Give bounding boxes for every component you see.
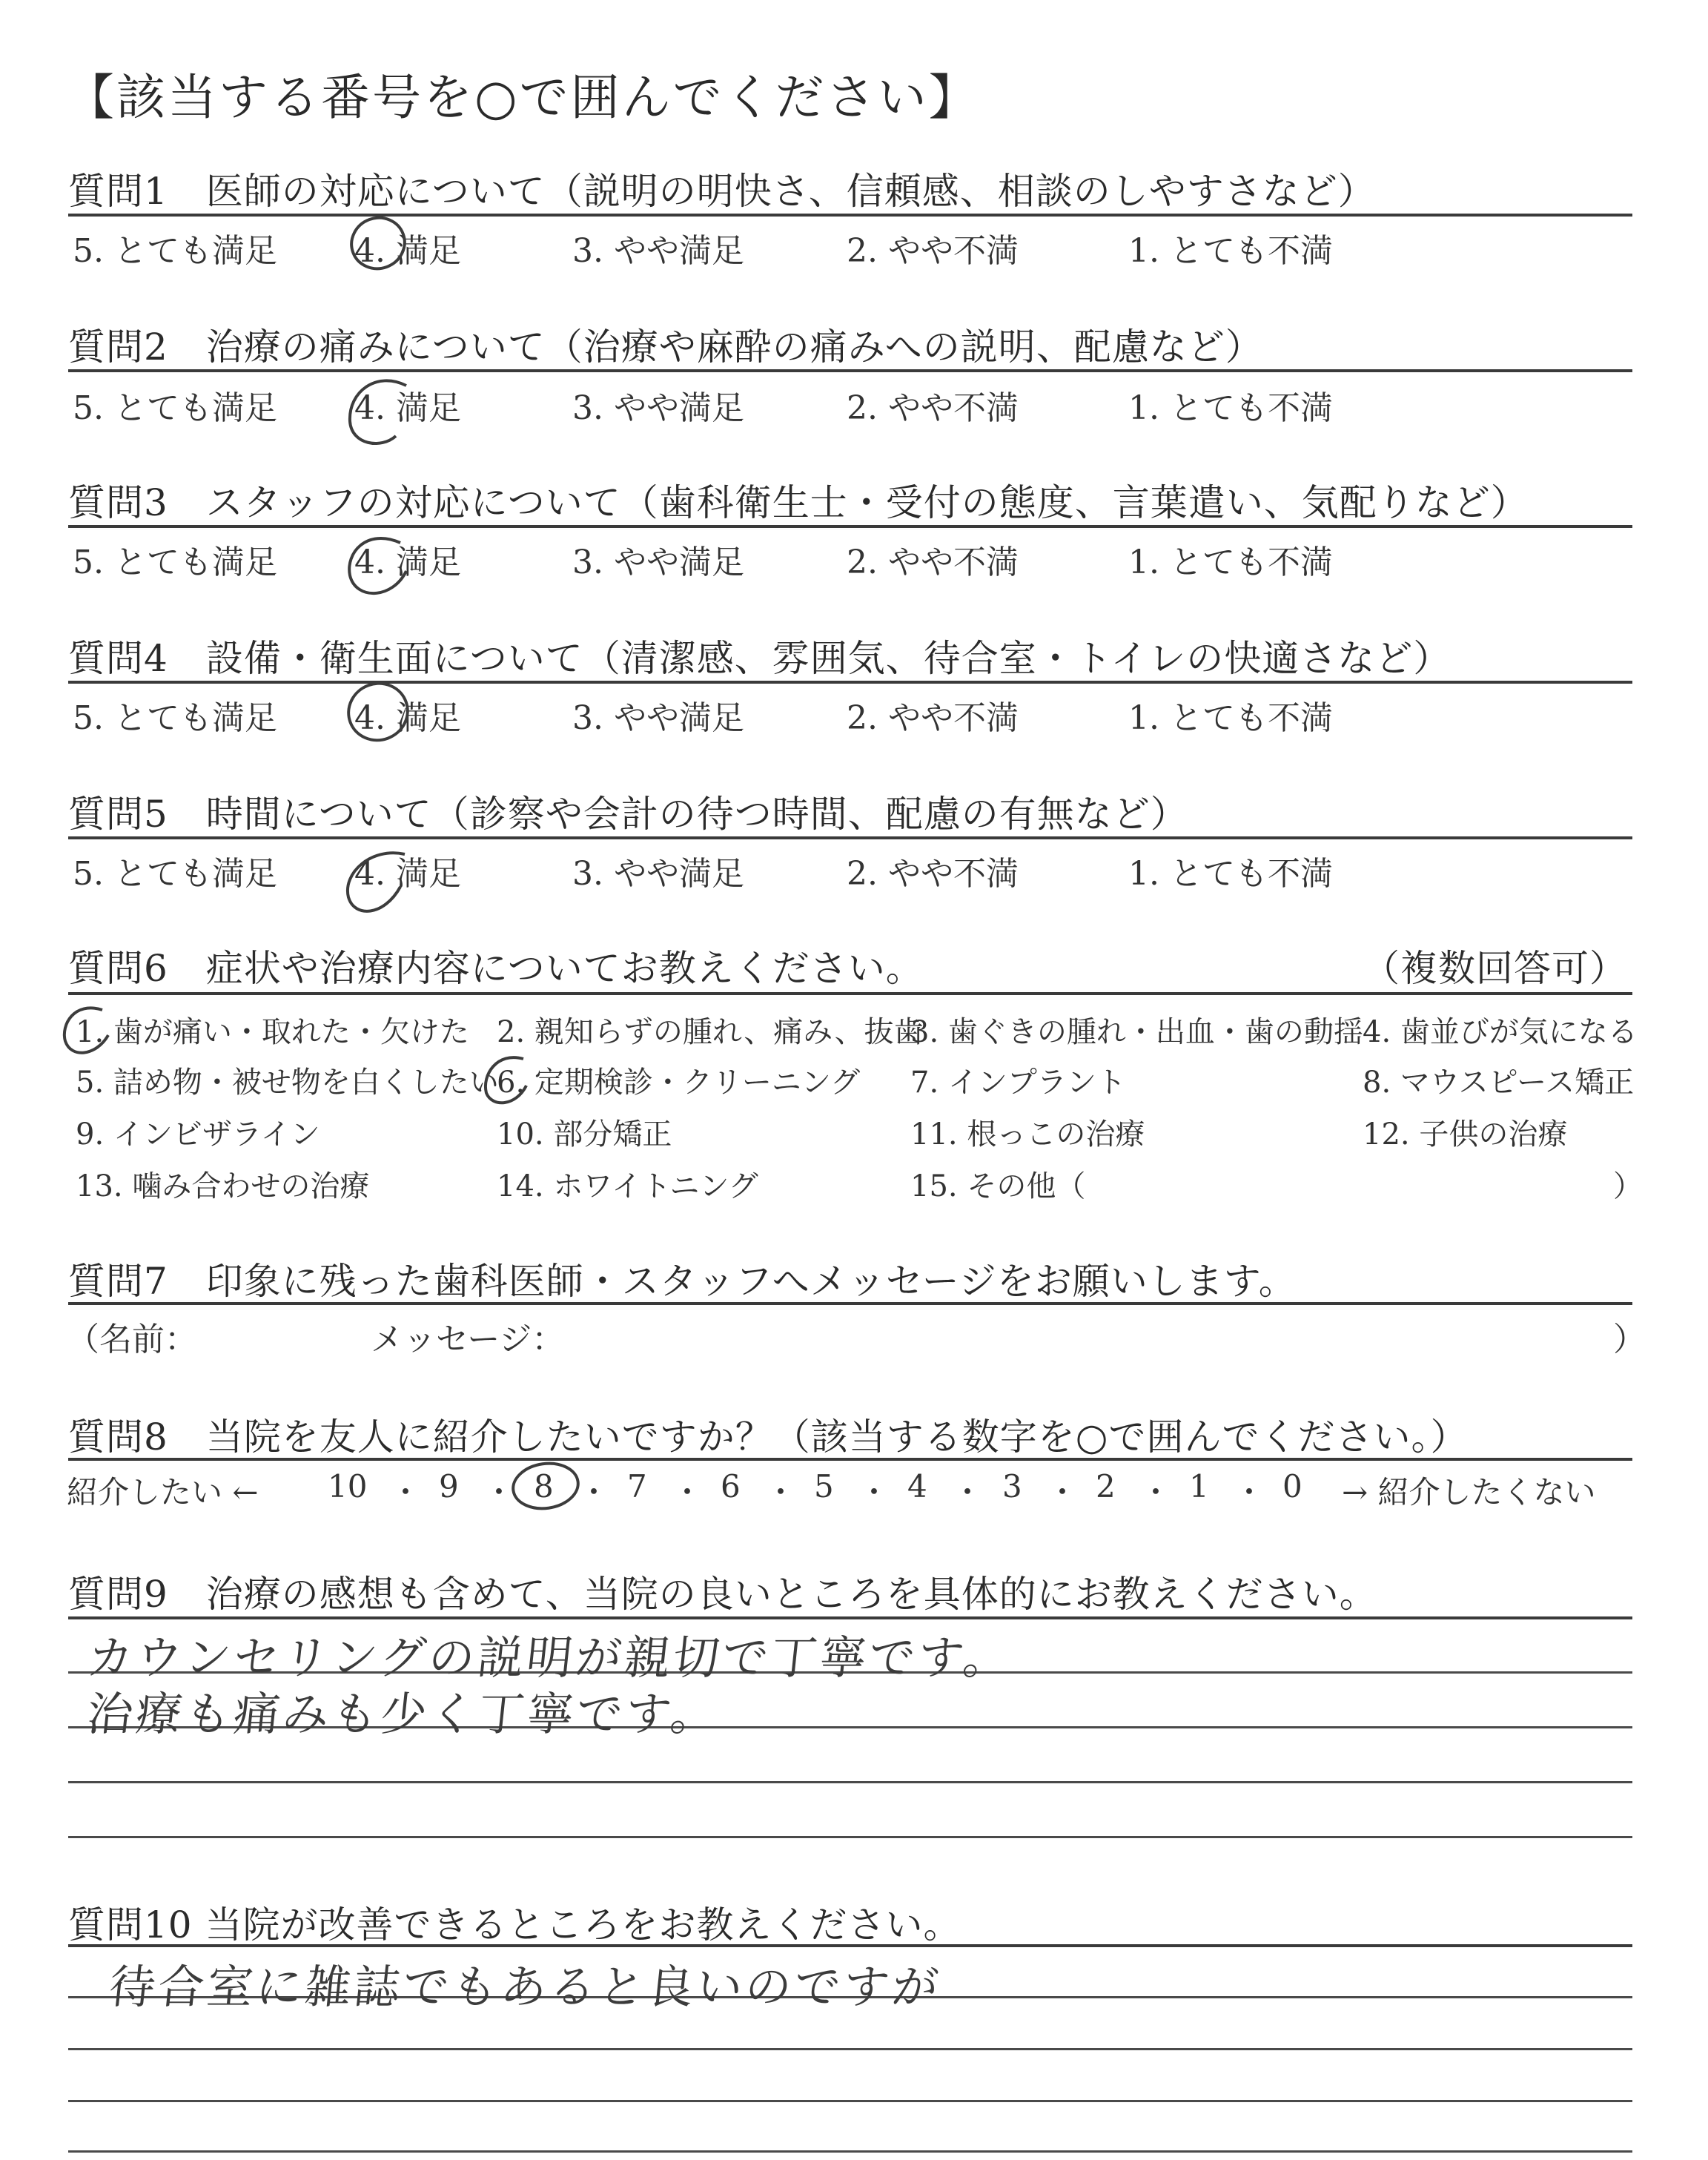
q6-option-12[interactable]: 12. 子供の治療 [1363, 1117, 1568, 1152]
q8-score-2[interactable]: 2 [1096, 1468, 1116, 1505]
q6-option-6[interactable]: 6. 定期検診・クリーニング [497, 1066, 861, 1100]
question-9-rule [68, 1616, 1632, 1619]
q5-option-3[interactable]: 3. やや満足 [572, 855, 744, 893]
q5-option-2[interactable]: 2. やや不満 [847, 855, 1019, 893]
q7-message-label: メッセージ： [371, 1321, 565, 1358]
question-6-rule [68, 992, 1632, 995]
q8-score-7[interactable]: 7 [627, 1468, 647, 1505]
question-5-rule [68, 836, 1632, 839]
question-9-title: 質問9 治療の感想も含めて、当院の良いところを具体的にお教えください。 [68, 1573, 1377, 1616]
q3-option-4[interactable]: 4. 満足 [354, 544, 461, 581]
q8-score-9[interactable]: 9 [439, 1468, 459, 1505]
question-4-rule [68, 681, 1632, 684]
q2-option-5[interactable]: 5. とても満足 [73, 389, 277, 427]
question-10-title: 質問10 当院が改善できるところをお教えください。 [68, 1903, 961, 1946]
q6-option-10[interactable]: 10. 部分矯正 [497, 1117, 672, 1152]
q1-option-1[interactable]: 1. とても不満 [1128, 232, 1333, 270]
question-4-title: 質問4 設備・衛生面について（清潔感、雰囲気、待合室・トイレの快適さなど） [68, 637, 1452, 680]
q9-answer-line-4 [68, 1836, 1632, 1838]
q6-option-2[interactable]: 2. 親知らずの腫れ、痛み、抜歯 [497, 1015, 924, 1049]
question-8-title: 質問8 当院を友人に紹介したいですか？（該当する数字を○で囲んでください。） [68, 1416, 1469, 1459]
question-1-rule [68, 214, 1632, 217]
q6-option-14[interactable]: 14. ホワイトニング [497, 1169, 758, 1203]
q6-option-5[interactable]: 5. 詰め物・被せ物を白くしたい [76, 1066, 499, 1100]
q1-option-3[interactable]: 3. やや満足 [572, 232, 744, 270]
q8-right-label: → 紹介したくない [1342, 1474, 1596, 1510]
q4-option-3[interactable]: 3. やや満足 [572, 699, 744, 737]
q9-handwritten-answer-1: カウンセリングの説明が親切で丁寧です。 [84, 1631, 1016, 1685]
question-10-rule [68, 1944, 1632, 1947]
question-2-title: 質問2 治療の痛みについて（治療や麻酔の痛みへの説明、配慮など） [68, 326, 1263, 369]
question-2-rule [68, 369, 1632, 372]
q2-option-2[interactable]: 2. やや不満 [847, 389, 1019, 427]
q6-option-1[interactable]: 1. 歯が痛い・取れた・欠けた [76, 1015, 469, 1049]
q6-other-close: ） [1613, 1169, 1643, 1203]
question-7-title: 質問7 印象に残った歯科医師・スタッフへメッセージをお願いします。 [68, 1260, 1297, 1303]
q5-option-4[interactable]: 4. 満足 [354, 855, 461, 893]
question-8-rule [68, 1458, 1632, 1461]
q3-option-2[interactable]: 2. やや不満 [847, 544, 1019, 581]
q4-option-2[interactable]: 2. やや不満 [847, 699, 1019, 737]
q9-handwritten-answer-2: 治療も痛みも少く丁寧です。 [84, 1687, 723, 1741]
q3-option-1[interactable]: 1. とても不満 [1128, 544, 1333, 581]
q2-option-3[interactable]: 3. やや満足 [572, 389, 744, 427]
q6-option-15[interactable]: 15. その他（ [910, 1169, 1086, 1203]
q6-option-4[interactable]: 4. 歯並びが気になる [1363, 1015, 1638, 1049]
q8-score-5[interactable]: 5 [814, 1468, 834, 1505]
question-6-title: 質問6 症状や治療内容についてお教えください。 [68, 947, 924, 990]
q6-option-9[interactable]: 9. インビザライン [76, 1117, 320, 1152]
q10-answer-line-2 [68, 2048, 1632, 2050]
q10-answer-line-3 [68, 2100, 1632, 2102]
question-5-title: 質問5 時間について（診察や会計の待つ時間、配慮の有無など） [68, 793, 1188, 836]
q8-score-0[interactable]: 0 [1282, 1468, 1302, 1505]
q6-option-8[interactable]: 8. マウスピース矯正 [1363, 1066, 1635, 1100]
q6-option-11[interactable]: 11. 根っこの治療 [910, 1117, 1145, 1152]
question-3-title: 質問3 スタッフの対応について（歯科衛生士・受付の態度、言葉遣い、気配りなど） [68, 481, 1529, 524]
q8-score-4[interactable]: 4 [907, 1468, 927, 1505]
q6-option-7[interactable]: 7. インプラント [910, 1066, 1126, 1100]
q4-option-1[interactable]: 1. とても不満 [1128, 699, 1333, 737]
q8-score-3[interactable]: 3 [1002, 1468, 1022, 1505]
q8-score-10[interactable]: 10 [328, 1468, 368, 1505]
q8-left-label: 紹介したい ← [67, 1474, 259, 1510]
q3-option-3[interactable]: 3. やや満足 [572, 544, 744, 581]
q6-option-13[interactable]: 13. 噛み合わせの治療 [76, 1169, 370, 1203]
q8-score-1[interactable]: 1 [1189, 1468, 1209, 1505]
question-1-title: 質問1 医師の対応について（説明の明快さ、信頼感、相談のしやすさなど） [68, 170, 1376, 213]
q1-option-2[interactable]: 2. やや不満 [847, 232, 1019, 270]
q5-option-1[interactable]: 1. とても不満 [1128, 855, 1333, 893]
q1-option-4[interactable]: 4. 満足 [354, 232, 461, 270]
q7-name-label: （名前： [67, 1321, 197, 1358]
question-7-rule [68, 1302, 1632, 1305]
q2-option-4[interactable]: 4. 満足 [354, 389, 461, 427]
q6-option-3[interactable]: 3. 歯ぐきの腫れ・出血・歯の動揺 [910, 1015, 1363, 1049]
q2-option-1[interactable]: 1. とても不満 [1128, 389, 1333, 427]
q4-option-4[interactable]: 4. 満足 [354, 699, 461, 737]
q7-close: ） [1613, 1321, 1646, 1358]
q1-option-5[interactable]: 5. とても満足 [73, 232, 277, 270]
q4-option-5[interactable]: 5. とても満足 [73, 699, 277, 737]
q10-handwritten-answer-1: 待合室に雑誌でもあると良いのですが [106, 1960, 944, 2014]
q8-score-8[interactable]: 8 [534, 1468, 554, 1505]
q8-score-6[interactable]: 6 [721, 1468, 741, 1505]
question-6-note: （複数回答可） [1363, 947, 1627, 990]
page-title: 【該当する番号を○で囲んでください】 [65, 69, 980, 126]
q3-option-5[interactable]: 5. とても満足 [73, 544, 277, 581]
survey-page: 【該当する番号を○で囲んでください】 質問1 医師の対応について（説明の明快さ、信頼感、相談のしやすさなど） 5. とても満足 4. 満足 3. やや満足 2. やや不満 1. とても不満 質問2 治療の痛みについて（治療や麻酔の痛みへの説明、配慮など） 5. とても満足 4. 満足 3. やや満足 2. やや不満 1. とても不満 質問3 スタッフの対応について（歯科衛生士・受付の態度、言葉遣い、気配りなど） 5. とても満足 4. 満足 3. やや満足 2. やや不満 1. とても不満 質問4 設備・衛生面について（清潔感、雰囲気、待合室・トイレの快適さなど） 5. とても満足 4. 満足 3. やや満足 2. やや不満 1. とても不満 質問5 時間について（診察や会計の待つ時間、配慮の有無など） 5. とても満足 4. 満足 3. やや満足 2. やや不満 1. とても不満 質問6 症状や治療内容についてお教えください。 （複数回答可） 1. 歯が痛い・取れた・欠けた 2. 親知らずの腫れ、痛み、抜歯 3. 歯ぐきの腫れ・出血・歯の動揺 4. 歯並びが気になる 5. 詰め物・被せ物を白くしたい 6. 定期検診・クリーニング 7. インプラント 8. マウスピース矯正 9. インビザライン 10. 部分矯正 11. 根っこの治療 12. 子供の治療 13. 噛み合わせの治療 14. ホワイトニング 15. その他（ ） 質問7 印象に残った歯科医師・スタッフへメッセージをお願いします。 （名前： メッセージ： ） 質問8 当院を友人に紹介したいですか？（該当する数字を○で囲んでください。） 紹介したい ← 10 ・ 9 ・ 8 ・ 7 ・ 6 ・ 5 ・ 4 ・ 3 ・ 2 ・ 1 ・ 0 → 紹介したくない 質問9 治療の感想も含めて、当院の良いところを具体的にお教えください。 カウンセリングの説明が親切で丁寧です。 治療も痛みも少く丁寧です。 質問10 当院が改善できるところをお教えください。 待合室に雑誌でもあると良いのですが [0, 0, 1708, 2160]
q10-answer-line-4 [68, 2150, 1632, 2153]
question-3-rule [68, 525, 1632, 528]
q9-answer-line-3 [68, 1781, 1632, 1783]
q5-option-5[interactable]: 5. とても満足 [73, 855, 277, 893]
